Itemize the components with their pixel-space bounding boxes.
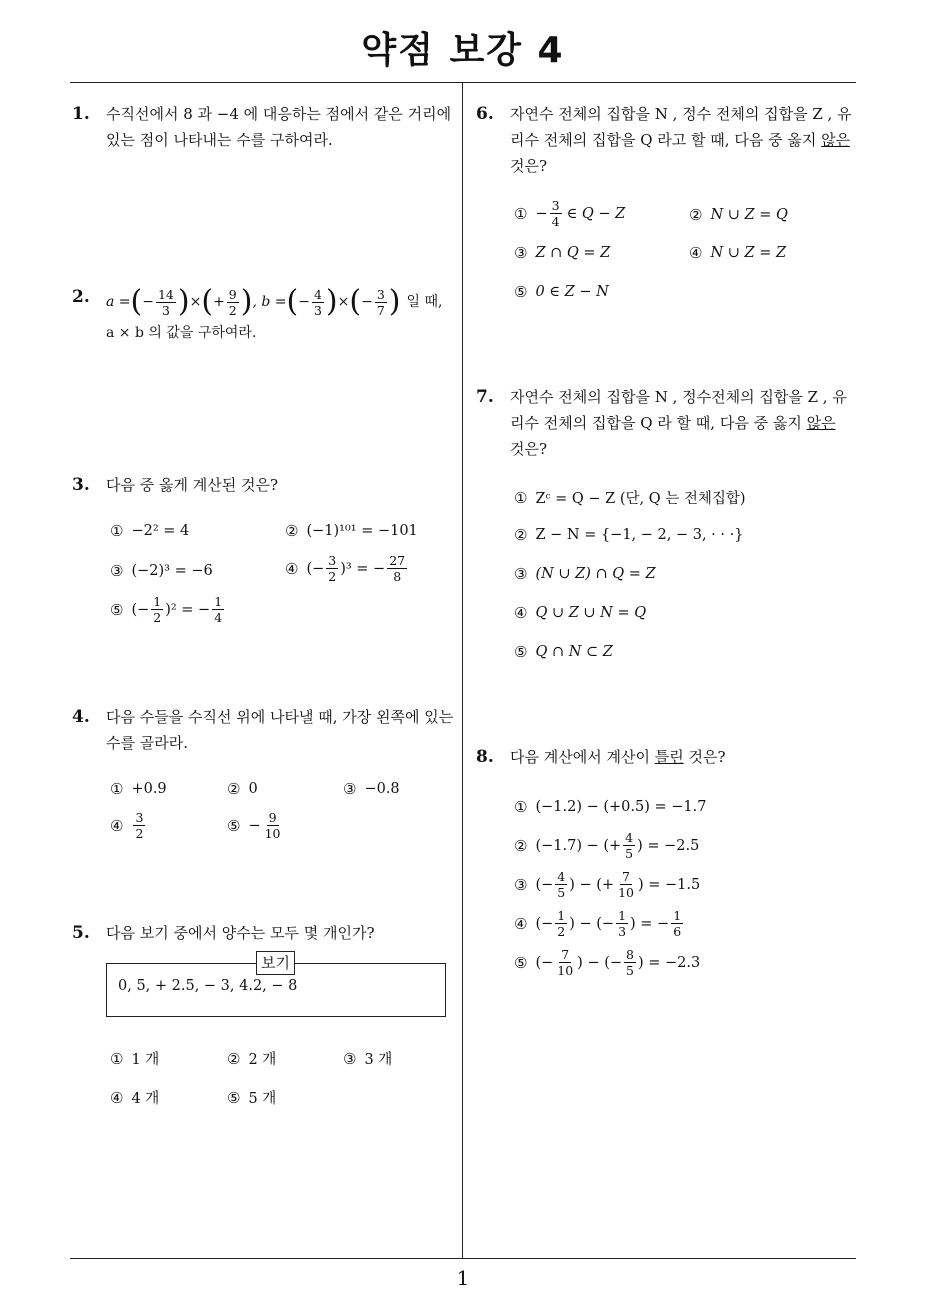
option-1[interactable]: ① −2² = 4 <box>110 522 190 540</box>
math-text: a = <box>106 294 131 310</box>
question-text: 리수 전체의 집합을 Q 라 할 때, 다음 중 옳지 않은 <box>510 414 836 432</box>
question-text: 수를 골라라. <box>106 734 188 752</box>
question-6 <box>476 101 860 179</box>
option-2[interactable]: ② (−1.7) − (+ $\frac{4}{5}$ ) = −2.5 <box>514 830 700 861</box>
option-5[interactable]: ⑤ (− $\frac{7}{10}$ ) − (− $\frac{8}{5}$ ) = −2.3 <box>514 947 701 978</box>
question-text: 일 때, <box>406 294 443 310</box>
option-4[interactable]: ④ $\frac{3}{2}$ <box>110 810 144 841</box>
option-2[interactable]: ② 2 개 <box>227 1049 277 1068</box>
page-number: 1 <box>456 1266 470 1290</box>
option-1[interactable]: ① 1 개 <box>110 1049 160 1068</box>
question-text: 다음 수들을 수직선 위에 나타낼 때, 가장 왼쪽에 있는 <box>106 708 454 726</box>
option-3[interactable]: ③ (N ∪ Z) ∩ Q = Z <box>514 565 656 583</box>
question-number: 1. <box>72 104 90 124</box>
math-text: × <box>189 294 202 310</box>
option-5[interactable]: ⑤ 5 개 <box>227 1088 277 1107</box>
question-8 <box>476 744 860 770</box>
option-2[interactable]: ② (−1)¹⁰¹ = −101 <box>285 522 418 540</box>
option-2[interactable]: ② 0 <box>227 780 258 798</box>
question-number: 7. <box>476 387 494 407</box>
option-1[interactable]: ① (−1.2) − (+0.5) = −1.7 <box>514 798 707 816</box>
question-text: 수직선에서 8 과 −4 에 대응하는 점에서 같은 거리에 <box>106 105 452 123</box>
question-5 <box>72 920 456 946</box>
question-text: 리수 전체의 집합을 Q 라고 할 때, 다음 중 옳지 않은 <box>510 131 851 149</box>
fraction: $\frac{9}{2}$ <box>228 286 237 318</box>
question-text: 것은? <box>510 157 548 175</box>
option-3[interactable]: ③ −0.8 <box>343 780 400 798</box>
option-4[interactable]: ④ N ∪ Z = Z <box>689 244 787 262</box>
page-title: 약점 보강 4 <box>361 30 565 71</box>
fraction: $\frac{4}{3}$ <box>313 286 322 318</box>
option-5[interactable]: ⑤ (− $\frac{1}{2}$ )² = − $\frac{1}{4}$ <box>110 594 223 625</box>
question-text: 있는 점이 나타내는 수를 구하여라. <box>106 131 333 149</box>
question-number: 2. <box>72 287 90 307</box>
option-4[interactable]: ④ (− $\frac{3}{2}$ )³ = − $\frac{27}{8}$ <box>285 553 406 584</box>
question-text: 다음 보기 중에서 양수는 모두 몇 개인가? <box>106 924 375 942</box>
option-3[interactable]: ③ (− $\frac{4}{5}$ ) − (+ $\frac{7}{10}$ ) = −1.5 <box>514 869 701 900</box>
option-3[interactable]: ③ Z ∩ Q = Z <box>514 244 611 262</box>
option-1[interactable]: ① Zᶜ = Q − Z (단, Q 는 전체집합) <box>514 488 746 507</box>
option-5[interactable]: ⑤ − $\frac{9}{10}$ <box>227 810 281 841</box>
option-3[interactable]: ③ (−2)³ = −6 <box>110 562 213 580</box>
example-box-content: 0, 5, + 2.5, − 3, 4.2, − 8 <box>118 978 298 994</box>
math-text: × <box>337 294 350 310</box>
option-4[interactable]: ④ 4 개 <box>110 1088 160 1107</box>
question-4 <box>72 704 456 756</box>
option-2[interactable]: ② N ∪ Z = Q <box>689 206 788 224</box>
option-4[interactable]: ④ Q ∪ Z ∪ N = Q <box>514 604 647 622</box>
question-text: 다음 중 옳게 계산된 것은? <box>106 476 279 494</box>
option-1[interactable]: ① +0.9 <box>110 780 167 798</box>
fraction: $\frac{14}{3}$ <box>157 286 174 318</box>
question-number: 3. <box>72 475 90 495</box>
question-number: 6. <box>476 104 494 124</box>
question-number: 8. <box>476 747 494 767</box>
question-text: 것은? <box>510 440 548 458</box>
option-3[interactable]: ③ 3 개 <box>343 1049 393 1068</box>
question-number: 4. <box>72 707 90 727</box>
question-3 <box>72 472 456 498</box>
question-text: a × b 의 값을 구하여라. <box>106 325 257 341</box>
option-1[interactable]: ① − $\frac{3}{4}$ ∈ Q − Z <box>514 198 626 229</box>
example-box-label: 보기 <box>256 951 295 975</box>
option-2[interactable]: ② Z − N = {−1, − 2, − 3, · · ·} <box>514 526 744 544</box>
option-4[interactable]: ④ (− $\frac{1}{2}$ ) − (− $\frac{1}{3}$ ) = − $\frac{1}{6}$ <box>514 908 682 939</box>
math-text: , b = <box>252 294 287 310</box>
question-text: 다음 계산에서 계산이 틀린 것은? <box>510 748 726 766</box>
question-2: 2. a = ( − $\frac{14}{3}$ ) × ( + $\frac{9}{2}$ ) , b = ( − $\frac{4}{3}$ ) × ( − $\frac{3}{7}$ ) 일 때, a × b 의 값을 구하여라. <box>72 284 456 346</box>
bottom-rule <box>70 1258 856 1259</box>
question-text: 자연수 전체의 집합을 N , 정수전체의 집합을 Z , 유 <box>510 388 847 406</box>
question-number: 5. <box>72 923 90 943</box>
column-divider <box>462 83 463 1258</box>
fraction: $\frac{3}{7}$ <box>376 286 385 318</box>
question-7 <box>476 384 860 462</box>
question-text: 자연수 전체의 집합을 N , 정수 전체의 집합을 Z , 유 <box>510 105 852 123</box>
option-5[interactable]: ⑤ Q ∩ N ⊂ Z <box>514 643 613 661</box>
question-1 <box>72 101 456 153</box>
option-5[interactable]: ⑤ 0 ∈ Z − N <box>514 283 609 301</box>
top-rule <box>70 82 856 83</box>
